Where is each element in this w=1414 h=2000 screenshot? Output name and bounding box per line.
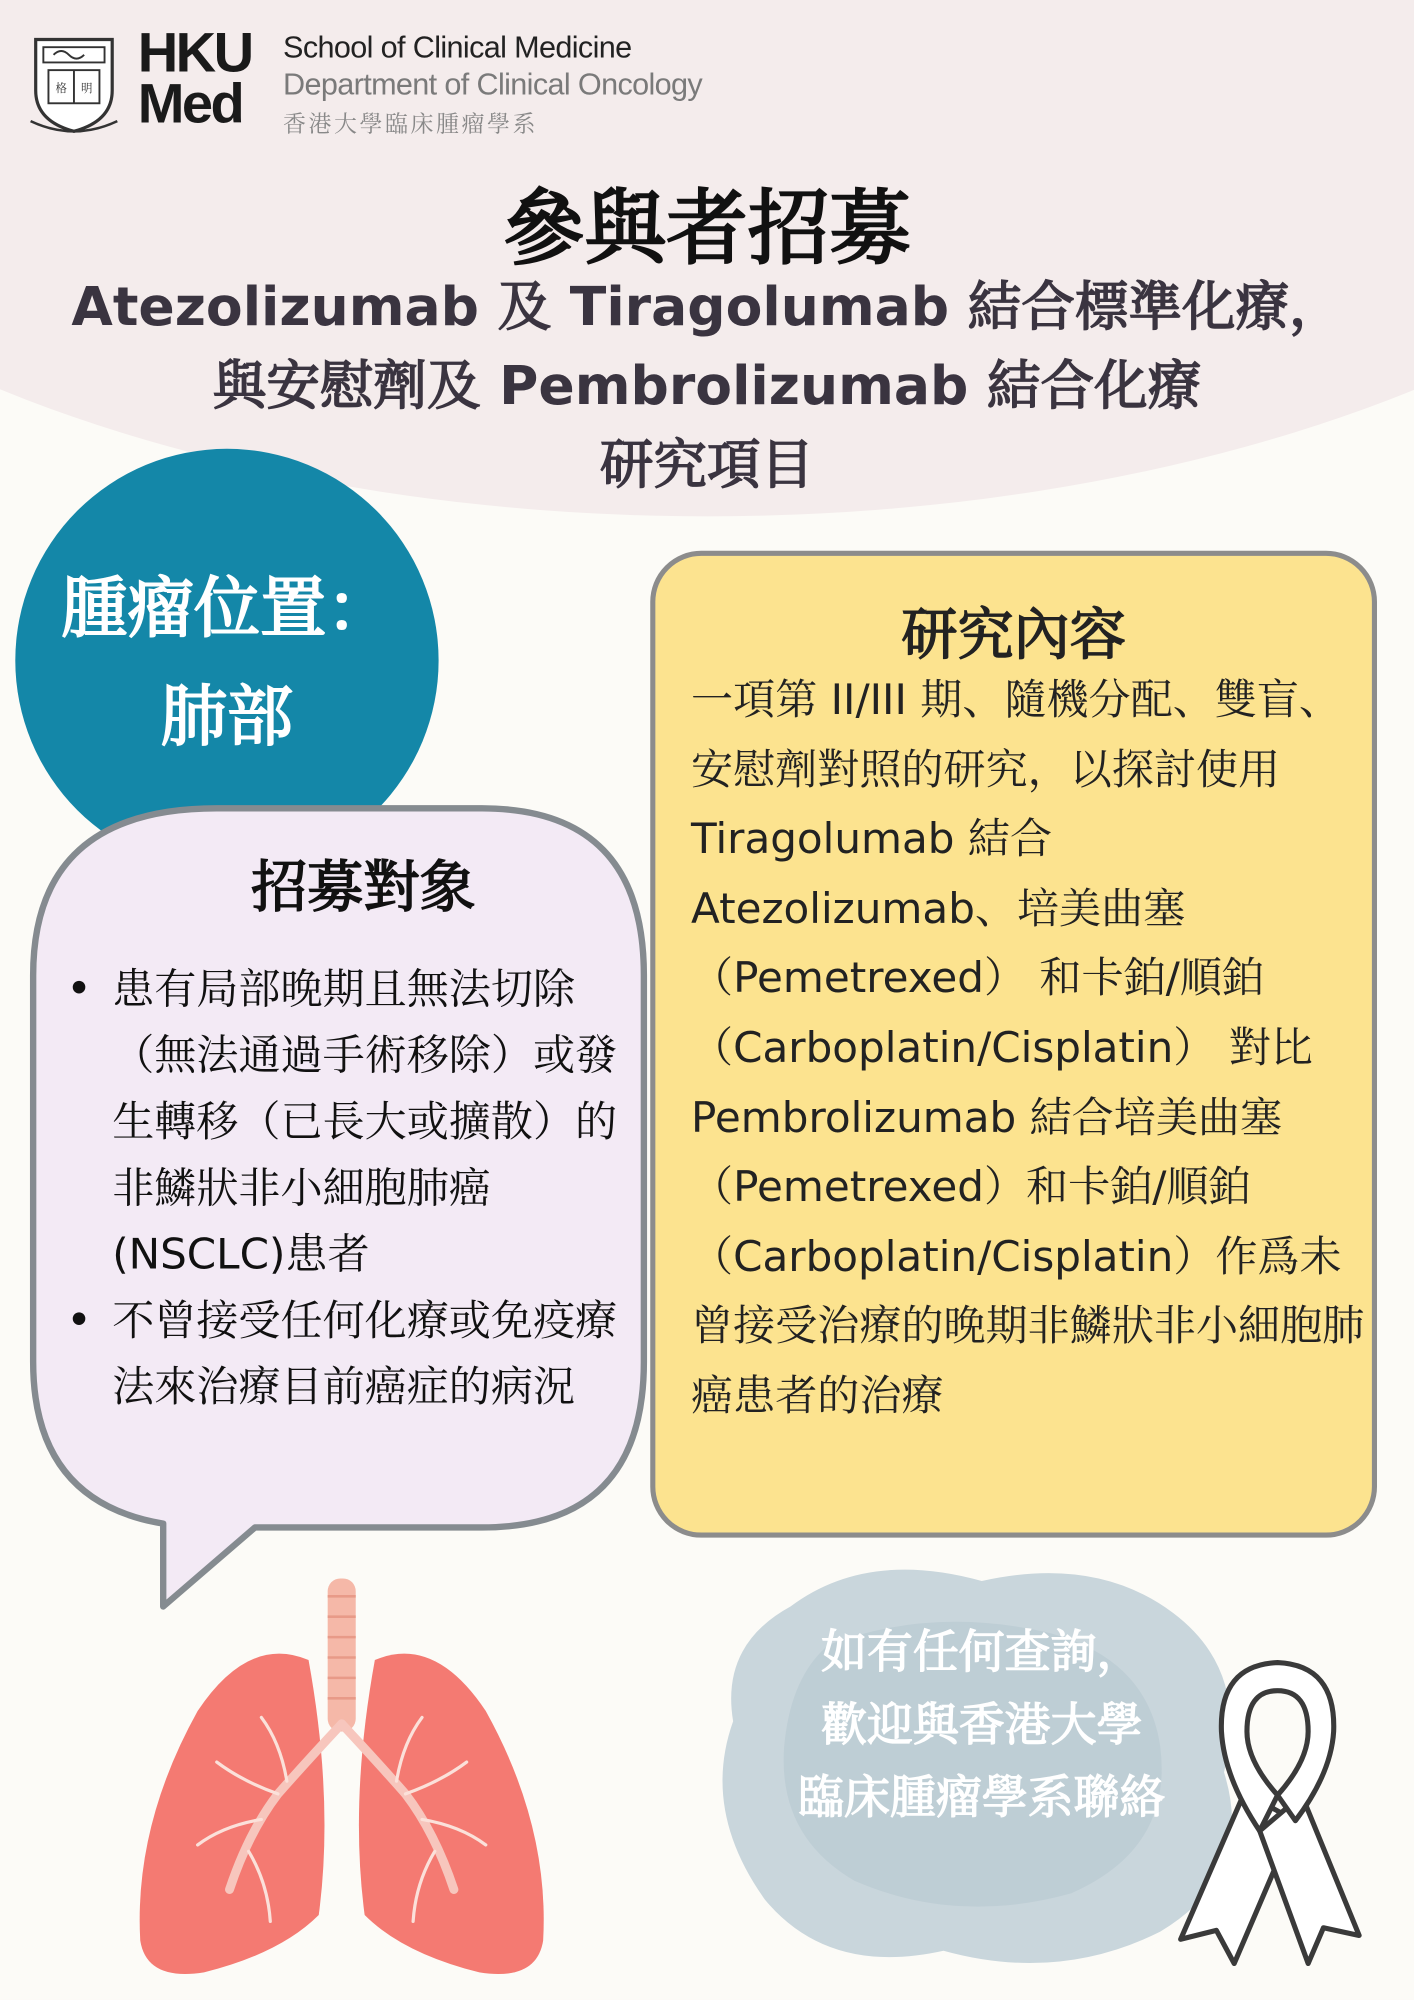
- tumor-location-value: 肺部: [160, 679, 294, 757]
- page-title: 參與者招募: [502, 182, 911, 277]
- department-name-zh: 香港大學臨床腫瘤學系: [283, 110, 539, 138]
- svg-text:明: 明: [80, 80, 93, 95]
- subtitle-line: 與安慰劑及 Pembrolizumab 結合化療: [212, 354, 1202, 417]
- study-description: 一項第 II/III 期、隨機分配、雙盲、安慰劑對照的研究，以探討使用 Tiragolumab 結合 Atezolizumab、培美曲塞（Pemetrexed） 和卡鉑/順鉑（Carboplatin/Cisplatin） 對比 Pembrolizumab 結合培美曲塞（Pemetrexed）和卡鉑/順鉑（Carboplatin/Cisplatin）作爲未曾接受治療的晚期非鱗狀非小細胞肺癌患者的治療: [691, 674, 1365, 1421]
- criteria-item: • 不曾接受任何化療或免疫療法來治療目前癌症的病況: [61, 1288, 648, 1421]
- awareness-ribbon-icon: [1168, 1652, 1387, 1971]
- lungs-icon: [128, 1571, 587, 1992]
- study-content-title: 研究內容: [901, 603, 1126, 669]
- recruitment-criteria-list: [61, 956, 648, 1288]
- hku-crest-icon: [26, 32, 123, 137]
- subtitle-line: 研究項目: [599, 433, 815, 496]
- subtitle-line: Atezolizumab 及 Tiragolumab 結合標準化療，: [71, 275, 1343, 338]
- tumor-location-label: 腫瘤位置：: [61, 571, 393, 648]
- svg-text:格: 格: [55, 80, 67, 95]
- contact-line: 臨床腫瘤學系聯絡: [798, 1772, 1166, 1825]
- recruitment-title: 招募對象: [251, 855, 476, 921]
- contact-line: 如有任何查詢，: [821, 1626, 1143, 1680]
- contact-line: 歡迎與香港大學: [821, 1699, 1143, 1752]
- school-name: School of Clinical Medicine: [283, 30, 632, 66]
- department-name: Department of Clinical Oncology: [283, 67, 703, 102]
- criteria-item: • 患有局部晚期且無法切除（無法通過手術移除）或發生轉移（已長大或擴散）的非鱗狀非小細胞肺癌 (NSCLC)患者: [61, 956, 648, 1288]
- hku-med-logo-text: HKU Med: [137, 21, 252, 136]
- recruitment-criteria-list: [61, 1288, 648, 1421]
